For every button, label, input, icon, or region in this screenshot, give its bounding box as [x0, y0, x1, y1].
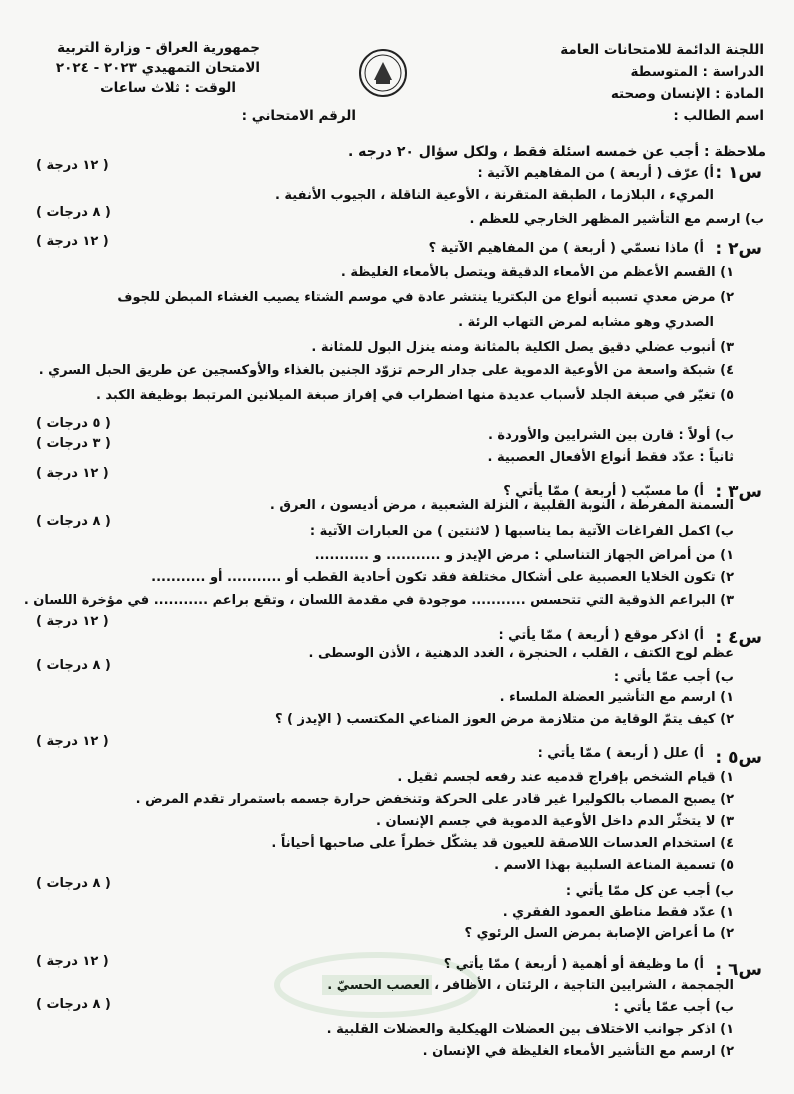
q1-b-marks: ( ٨ درجات )	[36, 205, 111, 220]
q1-a-terms: المريء ، البلازما ، الطبقة المتقرنة ، الأوعية الناقلة ، الجيوب الأنفية .	[274, 188, 714, 203]
q6-item-2: ٢) ارسم مع التأشير الأمعاء الغليظة في الإنسان .	[422, 1044, 734, 1059]
q2-item-3: ٣) أنبوب عضلي دقيق يصل الكلية بالمثانة ومنه ينزل البول للمثانة .	[311, 340, 734, 355]
exam-number-label: الرقم الامتحاني :	[241, 108, 356, 124]
q5-item-4: ٤) استخدام العدسات اللاصقة للعيون قد يشكّل خطراً على صاحبها أحياناً .	[271, 836, 734, 851]
exam-title: الامتحان التمهيدي ٢٠٢٣ - ٢٠٢٤	[55, 60, 260, 76]
subject: المادة : الإنسان وصحته	[610, 86, 764, 102]
q3-a-marks: ( ١٢ درجة )	[36, 466, 109, 481]
q5-part-b: ب) أجب عن كل ممّا يأتي :	[565, 884, 734, 899]
q3-b-marks: ( ٨ درجات )	[36, 514, 111, 529]
q6-number: س٦ :	[715, 960, 762, 980]
q2-part-b2: ثانياً : عدّد فقط أنواع الأفعال العصبية .	[487, 450, 734, 465]
ministry-name: جمهورية العراق - وزارة التربية	[57, 40, 260, 56]
q5-part-a: أ) علل ( أربعة ) ممّا يأتي :	[537, 746, 704, 761]
q4-item-1: ١) ارسم مع التأشير العضلة الملساء .	[499, 690, 734, 705]
q6-item-1: ١) اذكر جوانب الاختلاف بين العضلات الهيكلية والعضلات القلبية .	[326, 1022, 734, 1037]
q2-item-5: ٥) تغيّر في صبغة الجلد لأسباب عديدة منها اضطراب في إفراز صبغة الميلانين المرتبط بوظيفة الكبد .	[95, 388, 734, 403]
q6-part-a: أ) ما وظيفة أو أهمية ( أربعة ) ممّا يأتي ؟	[443, 957, 704, 972]
q3-item-1: ١) من أمراض الجهاز التناسلي : مرض الإيدز و ........... و ...........	[314, 548, 734, 563]
q5-item-2: ٢) يصبح المصاب بالكوليرا غير قادر على الحركة وتنخفض حرارة جسمه باستمرار تقدم المرض .	[135, 792, 734, 807]
q2-b2-marks: ( ٣ درجات )	[36, 436, 111, 451]
q3-part-b: ب) اكمل الفراغات الآتية بما يناسبها ( لاثنتين ) من العبارات الآتية :	[309, 524, 734, 539]
q3-a-terms: السمنة المفرطة ، النوبة القلبية ، النزلة الشعبية ، مرض أديسون ، العرق .	[269, 498, 734, 513]
q5-item-1: ١) قيام الشخص بإفراج قدميه عند رفعه لجسم ثقيل .	[397, 770, 734, 785]
q5-item-3: ٣) لا يتخثّر الدم داخل الأوعية الدموية في جسم الإنسان .	[376, 814, 734, 829]
q4-a-marks: ( ١٢ درجة )	[36, 614, 109, 629]
q2-item-2-cont: الصدري وهو مشابه لمرض التهاب الرئة .	[458, 315, 714, 330]
q2-item-1: ١) القسم الأعظم من الأمعاء الدقيقة ويتصل بالأمعاء الغليظة .	[340, 265, 734, 280]
q5-number: س٥ :	[715, 748, 762, 768]
q5-a-marks: ( ١٢ درجة )	[36, 734, 109, 749]
study-level: الدراسة : المتوسطة	[630, 64, 764, 80]
q2-item-4: ٤) شبكة واسعة من الأوعية الدموية على جدار الرحم تزوّد الجنين بالغذاء والأوكسجين عن طريق الحبل السري .	[38, 363, 734, 378]
q1-a-marks: ( ١٢ درجة )	[36, 158, 109, 173]
q4-item-2: ٢) كيف يتمّ الوقاية من متلازمة مرض العوز المناعي المكتسب ( الإيدز ) ؟	[274, 712, 734, 727]
q4-number: س٤ :	[715, 628, 762, 648]
exam-time: الوقت : ثلاث ساعات	[100, 80, 236, 96]
committee-name: اللجنة الدائمة للامتحانات العامة	[560, 42, 764, 58]
q5-item-5: ٥) تسمية المناعة السلبية بهذا الاسم .	[494, 858, 734, 873]
q2-number: س٢ :	[715, 239, 762, 259]
q2-part-b1: ب) أولاً : قارن بين الشرايين والأوردة .	[487, 428, 734, 443]
q2-b1-marks: ( ٥ درجات )	[36, 416, 111, 431]
q2-a-marks: ( ١٢ درجة )	[36, 234, 109, 249]
q4-part-a: أ) اذكر موقع ( أربعة ) ممّا يأتي :	[498, 628, 704, 643]
q5-b-marks: ( ٨ درجات )	[36, 876, 111, 891]
q3-item-2: ٢) تكون الخلايا العصبية على أشكال مختلفة فقد تكون أحادية القطب أو ........... أو ...........	[151, 570, 734, 585]
q6-a-terms: الجمجمة ، الشرايين التاجية ، الرئتان ، الأظافر ، العصب الحسيّ .	[327, 978, 734, 993]
q4-part-b: ب) أجب عمّا يأتي :	[613, 670, 734, 685]
ministry-emblem-icon	[358, 48, 408, 98]
exam-note: ملاحظة : أجب عن خمسه اسئلة فقط ، ولكل سؤال ٢٠ درجه .	[347, 144, 766, 160]
q3-part-a: أ) ما مسبّب ( أربعة ) ممّا يأتي ؟	[503, 484, 704, 499]
q6-b-marks: ( ٨ درجات )	[36, 997, 111, 1012]
q1-number: س١ :	[715, 163, 762, 183]
q6-a-marks: ( ١٢ درجة )	[36, 954, 109, 969]
q1-part-b: ب) ارسم مع التأشير المظهر الخارجي للعظم .	[469, 212, 764, 227]
q6-part-b: ب) أجب عمّا يأتي :	[613, 1000, 734, 1015]
q4-b-marks: ( ٨ درجات )	[36, 658, 111, 673]
q3-number: س٣ :	[715, 482, 762, 502]
q1-part-a: أ) عرّف ( أربعة ) من المفاهيم الآتية :	[477, 166, 714, 181]
q3-item-3: ٣) البراعم الذوقية التي تتحسس ........... موجودة في مقدمة اللسان ، وتقع براعم ........... في مؤخرة اللسان .	[23, 593, 734, 608]
q5-b-item-2: ٢) ما أعراض الإصابة بمرض السل الرئوي ؟	[464, 926, 734, 941]
student-name-label: اسم الطالب :	[673, 108, 764, 124]
q5-b-item-1: ١) عدّد فقط مناطق العمود الفقري .	[502, 905, 734, 920]
q4-a-terms: عظم لوح الكتف ، القلب ، الحنجرة ، الغدد الدهنية ، الأذن الوسطى .	[308, 646, 734, 661]
q2-item-2: ٢) مرض معدي تسببه أنواع من البكتريا ينتشر عادة في موسم الشتاء يصيب الغشاء المبطن للجوف	[117, 290, 734, 305]
watermark-logo-icon	[262, 945, 492, 1025]
q2-part-a: أ) ماذا نسمّي ( أربعة ) من المفاهيم الآتية ؟	[428, 241, 704, 256]
